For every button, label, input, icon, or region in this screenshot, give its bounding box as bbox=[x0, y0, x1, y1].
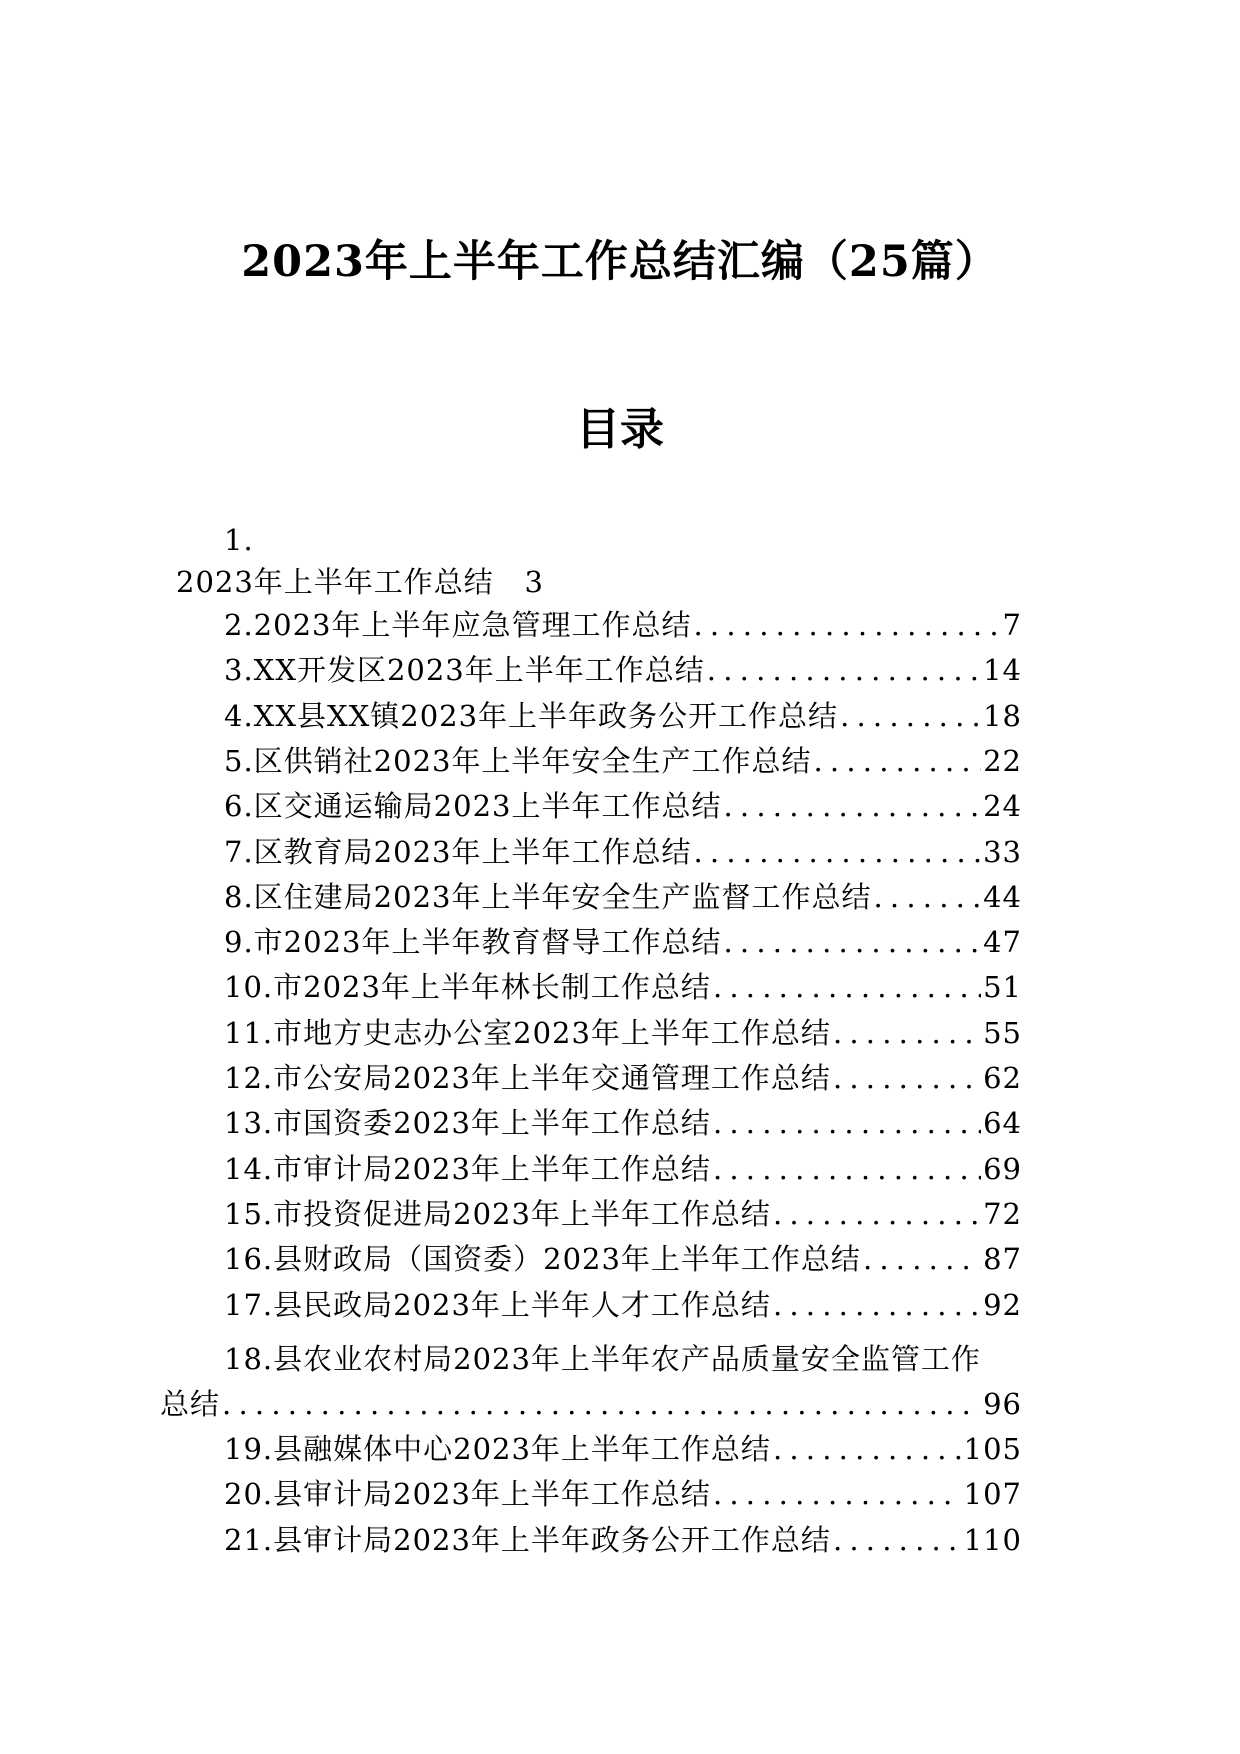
toc-entry-text: 12.市公安局2023年上半年交通管理工作总结 bbox=[224, 1061, 831, 1095]
toc-entry-text: 6.区交通运输局2023上半年工作总结 bbox=[224, 789, 722, 824]
toc-leader-dots bbox=[693, 605, 1000, 645]
toc-leader-dots bbox=[713, 1103, 981, 1143]
toc-leader-dots bbox=[840, 696, 981, 736]
toc-entry[interactable] bbox=[224, 1429, 1022, 1469]
toc-leader-dots bbox=[707, 650, 981, 690]
toc-entry-page: 33 bbox=[983, 834, 1022, 869]
toc-entry[interactable] bbox=[224, 1285, 1022, 1325]
toc-leader-dots bbox=[833, 1013, 981, 1053]
toc-entry-18-line1[interactable]: 18.县农业农村局2023年上半年农产品质量安全监管工作 bbox=[224, 1342, 981, 1376]
toc-entry[interactable] bbox=[224, 1520, 1022, 1560]
document-title: 2023年上半年工作总结汇编（25篇） bbox=[241, 237, 999, 287]
toc-leader-dots bbox=[873, 877, 981, 917]
toc-entry[interactable] bbox=[224, 1103, 1022, 1143]
toc-entry[interactable] bbox=[224, 1058, 1022, 1098]
toc-entry-page: 87 bbox=[983, 1242, 1022, 1277]
toc-heading: 目录 bbox=[576, 404, 664, 455]
toc-entry[interactable] bbox=[224, 786, 1022, 826]
toc-entry-page: 47 bbox=[983, 925, 1022, 960]
toc-entry-page: 69 bbox=[983, 1151, 1022, 1186]
toc-entry-page: 22 bbox=[983, 743, 1022, 778]
toc-leader-dots bbox=[713, 1474, 962, 1514]
toc-entry-text: 7.区教育局2023年上半年工作总结 bbox=[224, 834, 692, 869]
toc-entry-1[interactable] bbox=[176, 562, 544, 602]
toc-leader-dots bbox=[713, 967, 981, 1007]
toc-entry-text: 19.县融媒体中心2023年上半年工作总结 bbox=[224, 1432, 771, 1466]
toc-leader-dots bbox=[833, 1520, 962, 1560]
toc-entry-page: 110 bbox=[963, 1522, 1022, 1557]
toc-leader-dots bbox=[833, 1058, 981, 1098]
toc-entry-text: 13.市国资委2023年上半年工作总结 bbox=[224, 1106, 711, 1141]
toc-entry[interactable] bbox=[224, 1194, 1022, 1234]
toc-leader-dots bbox=[693, 832, 981, 872]
toc-entry-page: 51 bbox=[983, 970, 1022, 1005]
toc-leader-dots bbox=[713, 1149, 981, 1189]
toc-leader-dots bbox=[723, 786, 981, 826]
toc-entry[interactable] bbox=[224, 741, 1022, 781]
toc-entry[interactable] bbox=[224, 922, 1022, 962]
toc-entry-page: 55 bbox=[983, 1015, 1022, 1050]
toc-entry-page: 7 bbox=[1002, 608, 1022, 642]
toc-entry-page: 62 bbox=[983, 1061, 1022, 1095]
toc-entry-page: 44 bbox=[983, 879, 1022, 914]
toc-entry-text: 2.2023年上半年应急管理工作总结 bbox=[224, 608, 692, 642]
toc-entry[interactable] bbox=[224, 832, 1022, 872]
toc-entry[interactable] bbox=[224, 1149, 1022, 1189]
toc-entry-page: 92 bbox=[983, 1287, 1022, 1322]
toc-entry-1-title: 2023年上半年工作总结 bbox=[176, 565, 494, 599]
toc-leader-dots bbox=[222, 1384, 981, 1424]
toc-entry-text: 21.县审计局2023年上半年政务公开工作总结 bbox=[224, 1522, 831, 1557]
toc-entry-text: 3.XX开发区2023年上半年工作总结 bbox=[224, 653, 705, 688]
toc-entry-text: 5.区供销社2023年上半年安全生产工作总结 bbox=[224, 743, 812, 778]
toc-entry-page: 64 bbox=[983, 1106, 1022, 1141]
toc-entry-text: 14.市审计局2023年上半年工作总结 bbox=[224, 1151, 711, 1186]
toc-entry-18-text: 总结 bbox=[160, 1387, 221, 1421]
toc-entry[interactable] bbox=[224, 1013, 1022, 1053]
toc-entry-page: 105 bbox=[963, 1432, 1022, 1466]
toc-entry-page: 107 bbox=[963, 1477, 1022, 1512]
toc-leader-dots bbox=[813, 741, 981, 781]
toc-entry[interactable] bbox=[224, 1474, 1022, 1514]
toc-entry-18-line2[interactable] bbox=[160, 1384, 1022, 1424]
toc-leader-dots bbox=[773, 1285, 981, 1325]
toc-leader-dots bbox=[723, 922, 981, 962]
toc-entry-1-number: 1. bbox=[224, 523, 254, 557]
toc-entry-text: 11.市地方史志办公室2023年上半年工作总结 bbox=[224, 1015, 831, 1050]
toc-entry-page: 24 bbox=[983, 789, 1022, 824]
toc-entry[interactable] bbox=[224, 605, 1022, 645]
toc-entry-text: 4.XX县XX镇2023年上半年政务公开工作总结 bbox=[224, 698, 839, 733]
toc-entry-text: 8.区住建局2023年上半年安全生产监督工作总结 bbox=[224, 879, 872, 914]
toc-entry-text: 16.县财政局（国资委）2023年上半年工作总结 bbox=[224, 1242, 861, 1277]
toc-entry-text: 10.市2023年上半年林长制工作总结 bbox=[224, 970, 711, 1005]
toc-entry[interactable] bbox=[224, 967, 1022, 1007]
toc-entry-text: 9.市2023年上半年教育督导工作总结 bbox=[224, 925, 722, 960]
toc-leader-dots bbox=[773, 1194, 981, 1234]
toc-entry[interactable] bbox=[224, 696, 1022, 736]
toc-entry[interactable] bbox=[224, 877, 1022, 917]
toc-entry-1-page: 3 bbox=[524, 565, 544, 599]
toc-entry-page: 18 bbox=[983, 698, 1022, 733]
toc-leader-dots bbox=[773, 1429, 962, 1469]
toc-entry-page: 14 bbox=[983, 653, 1022, 688]
toc-entry[interactable] bbox=[224, 650, 1022, 690]
toc-entry[interactable] bbox=[224, 1239, 1022, 1279]
toc-entry-text: 17.县民政局2023年上半年人才工作总结 bbox=[224, 1287, 771, 1322]
toc-entry-text: 20.县审计局2023年上半年工作总结 bbox=[224, 1477, 711, 1512]
toc-entry-page: 72 bbox=[983, 1196, 1022, 1231]
toc-leader-dots bbox=[863, 1239, 981, 1279]
toc-entry-text: 15.市投资促进局2023年上半年工作总结 bbox=[224, 1196, 771, 1231]
toc-entry-18-page: 96 bbox=[983, 1387, 1022, 1421]
